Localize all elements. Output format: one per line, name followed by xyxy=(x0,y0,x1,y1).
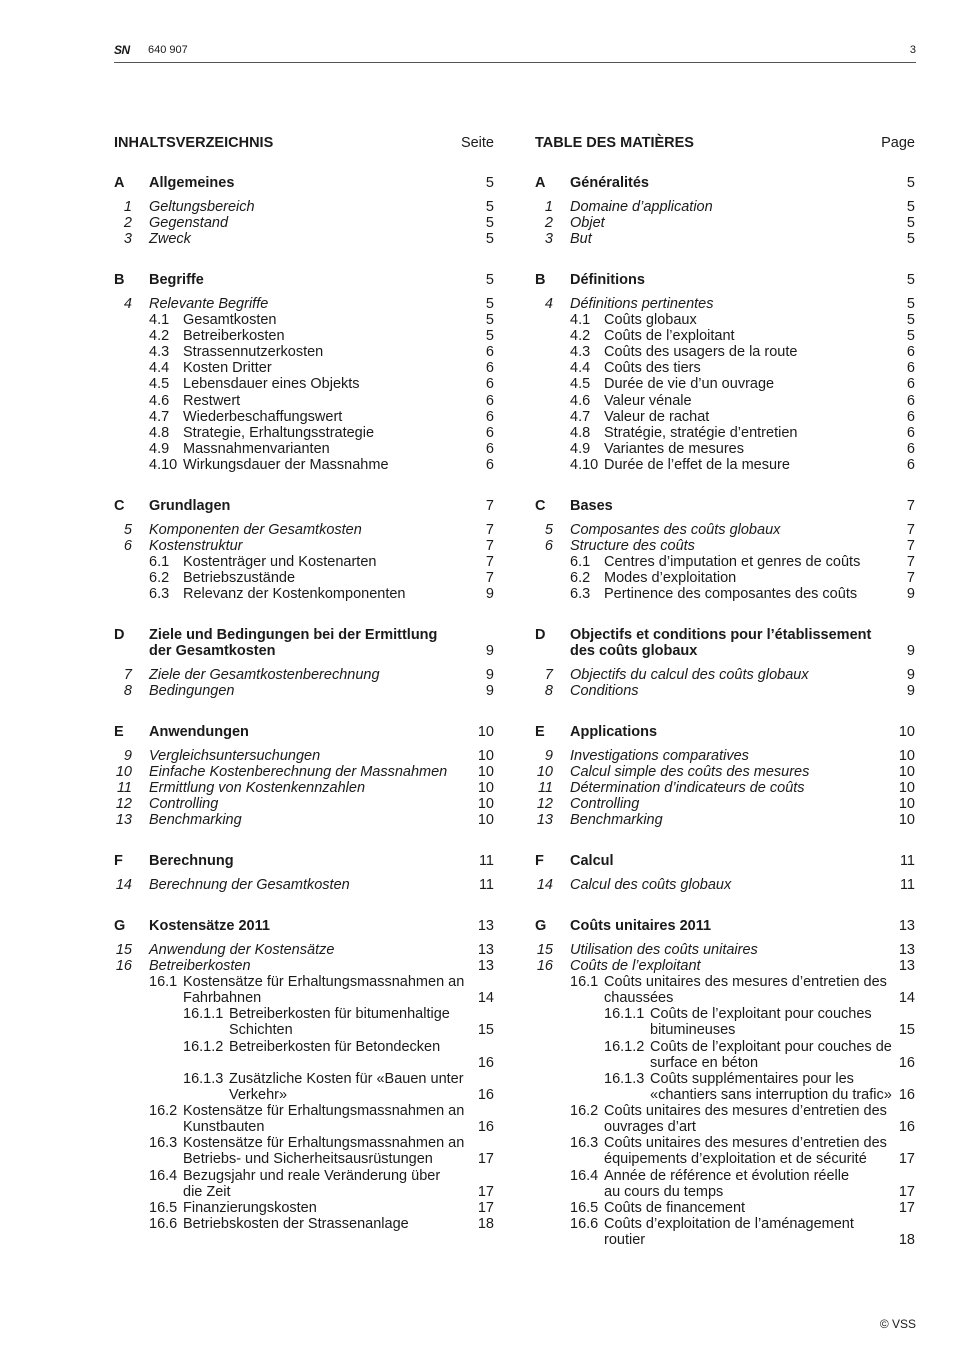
entry-page: 5 xyxy=(906,199,915,215)
entry-title: Composantes des coûts globaux xyxy=(570,522,781,538)
entry-number: 16 xyxy=(536,958,553,974)
entry-number: 4.10 xyxy=(570,457,599,473)
entry-page: 6 xyxy=(906,409,915,425)
entry-title: Verkehr» xyxy=(229,1087,288,1103)
entry-page: 7 xyxy=(485,538,494,554)
entry-title: Kostensätze für Erhaltungsmassnahmen an xyxy=(183,974,465,990)
entry-number: 16.1.3 xyxy=(604,1071,645,1087)
document-number: 640 907 xyxy=(148,44,188,56)
entry-title: die Zeit xyxy=(183,1184,231,1200)
entry-number: 4.7 xyxy=(149,409,170,425)
entry-page: 10 xyxy=(898,748,915,764)
entry-page: 7 xyxy=(906,498,915,514)
entry-page: 11 xyxy=(899,877,915,893)
entry-page: 6 xyxy=(906,457,915,473)
entry-number: 4.4 xyxy=(570,360,591,376)
entry-title: Kostensätze für Erhaltungsmassnahmen an xyxy=(183,1103,465,1119)
entry-title: bitumineuses xyxy=(650,1022,736,1038)
entry-page: 16 xyxy=(898,1119,915,1135)
entry-title: Kostensätze 2011 xyxy=(149,918,270,934)
entry-number: 11 xyxy=(537,780,553,796)
entry-number: 4.5 xyxy=(149,376,170,392)
entry-page: 5 xyxy=(906,328,915,344)
toc-title: TABLE DES MATIÈRES xyxy=(535,135,694,151)
entry-title: Valeur de rachat xyxy=(604,409,710,425)
entry-number: 10 xyxy=(115,764,132,780)
entry-number: 4.1 xyxy=(570,312,591,328)
entry-title: Pertinence des composantes des coûts xyxy=(604,586,858,602)
entry-title: Objet xyxy=(570,215,605,231)
entry-number: 4 xyxy=(544,296,553,312)
entry-page: 16 xyxy=(477,1055,494,1071)
entry-number: 5 xyxy=(544,522,553,538)
entry-page: 13 xyxy=(898,918,915,934)
entry-title: Objectifs du calcul des coûts globaux xyxy=(570,667,809,683)
entry-page: 11 xyxy=(478,853,494,869)
entry-number: 4.8 xyxy=(570,425,591,441)
entry-title: Coûts de financement xyxy=(604,1200,746,1216)
entry-title: routier xyxy=(604,1232,646,1248)
entry-number: 16.6 xyxy=(570,1216,599,1232)
entry-title: Variantes de mesures xyxy=(604,441,744,457)
entry-title: Kostenträger und Kostenarten xyxy=(183,554,377,570)
entry-title: Gegenstand xyxy=(149,215,229,231)
entry-title: Bezugsjahr und reale Veränderung über xyxy=(183,1168,441,1184)
entry-page: 10 xyxy=(898,724,915,740)
entry-number: 4.2 xyxy=(149,328,170,344)
entry-page: 5 xyxy=(485,328,494,344)
entry-page: 5 xyxy=(485,199,494,215)
entry-page: 6 xyxy=(485,457,494,473)
entry-title: Betreiberkosten für bitumenhaltige xyxy=(229,1006,450,1022)
entry-page: 5 xyxy=(906,215,915,231)
entry-title: chaussées xyxy=(604,990,674,1006)
entry-title: Wirkungsdauer der Massnahme xyxy=(183,457,389,473)
entry-page: 7 xyxy=(485,554,494,570)
entry-number: 10 xyxy=(536,764,553,780)
entry-page: 17 xyxy=(477,1184,494,1200)
entry-number: F xyxy=(535,853,544,869)
entry-number: 9 xyxy=(544,748,553,764)
entry-number: F xyxy=(114,853,123,869)
entry-title: Controlling xyxy=(149,796,219,812)
entry-page: 5 xyxy=(485,231,494,247)
entry-page: 7 xyxy=(906,554,915,570)
entry-title: Ermittlung von Kostenkennzahlen xyxy=(149,780,366,796)
entry-number: 16.5 xyxy=(149,1200,178,1216)
entry-title: Objectifs et conditions pour l’établissement xyxy=(570,627,872,643)
entry-title: Ziele der Gesamtkostenberechnung xyxy=(149,667,380,683)
entry-title: Begriffe xyxy=(149,272,204,288)
entry-number: 3 xyxy=(544,231,553,247)
entry-title: Coûts unitaires des mesures d’entretien des xyxy=(604,1135,887,1151)
entry-title: Allgemeines xyxy=(149,175,235,191)
entry-page: 6 xyxy=(485,393,494,409)
entry-title: Geltungsbereich xyxy=(149,199,255,215)
entry-title: ouvrages d’art xyxy=(604,1119,696,1135)
entry-number: 16.1.1 xyxy=(604,1006,645,1022)
entry-title: Zweck xyxy=(149,231,191,247)
entry-page: 5 xyxy=(485,175,494,191)
entry-page: 10 xyxy=(898,780,915,796)
entry-title: Wiederbeschaffungswert xyxy=(183,409,343,425)
entry-page: 13 xyxy=(898,942,915,958)
copyright-notice: © VSS xyxy=(879,1317,916,1331)
entry-page: 13 xyxy=(477,958,494,974)
entry-number: G xyxy=(114,918,126,934)
entry-page: 10 xyxy=(898,796,915,812)
entry-title: Coûts des tiers xyxy=(604,360,701,376)
entry-title: Applications xyxy=(570,724,658,740)
entry-number: 8 xyxy=(544,683,553,699)
entry-number: D xyxy=(535,627,546,643)
entry-title: Fahrbahnen xyxy=(183,990,262,1006)
entry-page: 16 xyxy=(898,1087,915,1103)
entry-title: der Gesamtkosten xyxy=(149,643,276,659)
entry-page: 6 xyxy=(485,409,494,425)
entry-number: 7 xyxy=(544,667,553,683)
entry-page: 10 xyxy=(898,812,915,828)
entry-title: Lebensdauer eines Objekts xyxy=(183,376,360,392)
entry-page: 15 xyxy=(898,1022,915,1038)
entry-number: A xyxy=(114,175,125,191)
entry-number: 16.1.2 xyxy=(183,1039,224,1055)
entry-page: 11 xyxy=(899,853,915,869)
entry-page: 10 xyxy=(477,748,494,764)
entry-title: Calcul simple des coûts des mesures xyxy=(570,764,810,780)
entry-title: Coûts de l’exploitant xyxy=(604,328,735,344)
entry-number: 11 xyxy=(116,780,132,796)
entry-page: 9 xyxy=(906,586,915,602)
entry-page: 10 xyxy=(477,764,494,780)
entry-title: Définitions xyxy=(570,272,645,288)
entry-number: 4.6 xyxy=(149,393,170,409)
entry-number: 4.9 xyxy=(570,441,591,457)
entry-title: Anwendungen xyxy=(149,724,249,740)
entry-title: Grundlagen xyxy=(149,498,231,514)
toc-column-french xyxy=(535,0,915,1360)
entry-page: 5 xyxy=(485,312,494,328)
entry-number: 16.1 xyxy=(149,974,178,990)
entry-number: 4.9 xyxy=(149,441,170,457)
entry-page: 6 xyxy=(485,344,494,360)
entry-title: «chantiers sans interruption du trafic» xyxy=(650,1087,892,1103)
entry-page: 17 xyxy=(477,1151,494,1167)
entry-title: Coûts d’exploitation de l’aménagement xyxy=(604,1216,854,1232)
entry-number: 1 xyxy=(544,199,553,215)
entry-title: Coûts de l’exploitant pour couches de xyxy=(650,1039,892,1055)
entry-page: 9 xyxy=(906,667,915,683)
entry-page: 9 xyxy=(485,643,494,659)
toc-column-german xyxy=(114,0,494,1360)
entry-page: 7 xyxy=(485,522,494,538)
entry-page: 14 xyxy=(477,990,494,1006)
entry-title: surface en béton xyxy=(650,1055,759,1071)
entry-number: 13 xyxy=(115,812,132,828)
entry-page: 14 xyxy=(898,990,915,1006)
entry-number: 4.2 xyxy=(570,328,591,344)
page-column-label: Seite xyxy=(460,135,494,151)
entry-title: Gesamtkosten xyxy=(183,312,277,328)
entry-title: Betriebs- und Sicherheitsausrüstungen xyxy=(183,1151,433,1167)
toc-title: INHALTSVERZEICHNIS xyxy=(114,135,274,151)
entry-number: 13 xyxy=(536,812,553,828)
entry-title: Investigations comparatives xyxy=(570,748,749,764)
entry-title: Structure des coûts xyxy=(570,538,695,554)
entry-number: B xyxy=(535,272,546,288)
entry-page: 7 xyxy=(906,538,915,554)
entry-title: Stratégie, stratégie d’entretien xyxy=(604,425,798,441)
entry-page: 6 xyxy=(906,441,915,457)
entry-title: Durée de vie d’un ouvrage xyxy=(604,376,775,392)
sn-logo: SN xyxy=(114,43,130,57)
entry-number: 12 xyxy=(115,796,132,812)
entry-page: 16 xyxy=(477,1119,494,1135)
entry-page: 9 xyxy=(485,683,494,699)
entry-number: 4.5 xyxy=(570,376,591,392)
entry-page: 5 xyxy=(485,272,494,288)
entry-page: 13 xyxy=(477,918,494,934)
entry-title: Coûts des usagers de la route xyxy=(604,344,798,360)
entry-number: 2 xyxy=(123,215,132,231)
entry-page: 6 xyxy=(485,376,494,392)
entry-title: Finanzierungskosten xyxy=(183,1200,317,1216)
entry-page: 6 xyxy=(485,360,494,376)
entry-title: Coûts de l’exploitant xyxy=(570,958,701,974)
entry-page: 11 xyxy=(478,877,494,893)
entry-title: Benchmarking xyxy=(570,812,663,828)
entry-number: 14 xyxy=(536,877,553,893)
entry-page: 15 xyxy=(477,1022,494,1038)
entry-number: 16.4 xyxy=(570,1168,599,1184)
entry-title: des coûts globaux xyxy=(570,643,698,659)
entry-page: 5 xyxy=(906,175,915,191)
entry-title: Strategie, Erhaltungsstrategie xyxy=(183,425,375,441)
entry-title: au cours du temps xyxy=(604,1184,724,1200)
entry-title: Benchmarking xyxy=(149,812,242,828)
entry-title: Coûts globaux xyxy=(604,312,697,328)
entry-page: 17 xyxy=(898,1151,915,1167)
entry-title: Définitions pertinentes xyxy=(570,296,714,312)
entry-number: 16.1.3 xyxy=(183,1071,224,1087)
entry-page: 6 xyxy=(906,360,915,376)
entry-title: But xyxy=(570,231,592,247)
page-column-label: Page xyxy=(881,135,915,151)
entry-number: 12 xyxy=(536,796,553,812)
entry-page: 9 xyxy=(485,586,494,602)
entry-number: 16 xyxy=(115,958,132,974)
entry-page: 7 xyxy=(485,498,494,514)
entry-number: 16.4 xyxy=(149,1168,178,1184)
entry-title: Bedingungen xyxy=(149,683,235,699)
entry-title: Massnahmenvarianten xyxy=(183,441,330,457)
entry-title: Berechnung xyxy=(149,853,234,869)
entry-number: 15 xyxy=(115,942,132,958)
entry-number: 16.2 xyxy=(149,1103,178,1119)
entry-number: 6 xyxy=(123,538,132,554)
entry-number: 4.4 xyxy=(149,360,170,376)
entry-title: Betreiberkosten xyxy=(183,328,285,344)
entry-page: 5 xyxy=(906,296,915,312)
entry-page: 5 xyxy=(485,296,494,312)
entry-title: Coûts unitaires des mesures d’entretien des xyxy=(604,1103,887,1119)
entry-number: 5 xyxy=(123,522,132,538)
page-number: 3 xyxy=(909,44,916,56)
entry-page: 6 xyxy=(906,393,915,409)
entry-title: Einfache Kostenberechnung der Massnahmen xyxy=(149,764,448,780)
entry-page: 9 xyxy=(906,683,915,699)
entry-number: 15 xyxy=(536,942,553,958)
entry-title: Coûts supplémentaires pour les xyxy=(650,1071,854,1087)
entry-title: Schichten xyxy=(229,1022,293,1038)
entry-title: Betreiberkosten für Betondecken xyxy=(229,1039,441,1055)
entry-title: Betriebszustände xyxy=(183,570,296,586)
entry-title: Anwendung der Kostensätze xyxy=(149,942,335,958)
entry-title: Durée de l’effet de la mesure xyxy=(604,457,790,473)
entry-page: 5 xyxy=(485,215,494,231)
entry-number: 6.3 xyxy=(149,586,170,602)
entry-number: E xyxy=(535,724,545,740)
entry-title: Controlling xyxy=(570,796,640,812)
entry-title: Valeur vénale xyxy=(604,393,692,409)
entry-title: Relevanz der Kostenkomponenten xyxy=(183,586,406,602)
entry-number: 4.7 xyxy=(570,409,591,425)
entry-title: Domaine d’application xyxy=(570,199,713,215)
entry-title: Zusätzliche Kosten für «Bauen unter xyxy=(229,1071,464,1087)
entry-title: Calcul xyxy=(570,853,614,869)
entry-page: 13 xyxy=(477,942,494,958)
entry-page: 7 xyxy=(906,570,915,586)
entry-title: Betreiberkosten xyxy=(149,958,251,974)
entry-page: 6 xyxy=(485,425,494,441)
entry-title: Utilisation des coûts unitaires xyxy=(570,942,758,958)
entry-number: A xyxy=(535,175,546,191)
entry-title: Détermination d’indicateurs de coûts xyxy=(570,780,805,796)
entry-number: 4 xyxy=(123,296,132,312)
entry-title: Coûts de l’exploitant pour couches xyxy=(650,1006,872,1022)
entry-number: 6.2 xyxy=(149,570,170,586)
entry-title: Généralités xyxy=(570,175,649,191)
entry-title: Kosten Dritter xyxy=(183,360,272,376)
entry-title: Modes d’exploitation xyxy=(604,570,737,586)
entry-page: 10 xyxy=(477,796,494,812)
entry-number: 3 xyxy=(123,231,132,247)
entry-title: Berechnung der Gesamtkosten xyxy=(149,877,350,893)
entry-number: 9 xyxy=(123,748,132,764)
entry-title: Vergleichsuntersuchungen xyxy=(149,748,321,764)
entry-number: 6.3 xyxy=(570,586,591,602)
entry-number: 16.3 xyxy=(149,1135,178,1151)
entry-page: 17 xyxy=(898,1200,915,1216)
entry-page: 17 xyxy=(898,1184,915,1200)
entry-page: 7 xyxy=(485,570,494,586)
entry-number: 4.8 xyxy=(149,425,170,441)
entry-title: Centres d’imputation et genres de coûts xyxy=(604,554,861,570)
entry-number: 4.1 xyxy=(149,312,170,328)
entry-number: 16.1 xyxy=(570,974,599,990)
entry-page: 17 xyxy=(477,1200,494,1216)
entry-title: Conditions xyxy=(570,683,639,699)
entry-page: 16 xyxy=(898,1055,915,1071)
entry-title: Ziele und Bedingungen bei der Ermittlung xyxy=(149,627,438,643)
entry-number: 4.6 xyxy=(570,393,591,409)
entry-number: 6 xyxy=(544,538,553,554)
entry-page: 10 xyxy=(477,780,494,796)
entry-title: Bases xyxy=(570,498,613,514)
entry-number: 16.1.2 xyxy=(604,1039,645,1055)
entry-title: équipements d’exploitation et de sécurité xyxy=(604,1151,867,1167)
entry-number: G xyxy=(535,918,547,934)
entry-title: Coûts unitaires 2011 xyxy=(570,918,712,934)
entry-page: 18 xyxy=(898,1232,915,1248)
entry-number: E xyxy=(114,724,124,740)
entry-title: Kostenstruktur xyxy=(149,538,243,554)
entry-number: 6.2 xyxy=(570,570,591,586)
entry-number: 16.6 xyxy=(149,1216,178,1232)
entry-number: C xyxy=(535,498,546,514)
entry-page: 10 xyxy=(898,764,915,780)
entry-page: 18 xyxy=(477,1216,494,1232)
entry-page: 6 xyxy=(906,344,915,360)
entry-number: 2 xyxy=(544,215,553,231)
entry-number: 4.3 xyxy=(149,344,170,360)
entry-title: Coûts unitaires des mesures d’entretien des xyxy=(604,974,887,990)
entry-title: Année de référence et évolution réelle xyxy=(604,1168,850,1184)
entry-page: 10 xyxy=(477,812,494,828)
entry-number: 4.10 xyxy=(149,457,178,473)
entry-title: Restwert xyxy=(183,393,241,409)
entry-number: 16.2 xyxy=(570,1103,599,1119)
entry-number: 8 xyxy=(123,683,132,699)
entry-title: Kostensätze für Erhaltungsmassnahmen an xyxy=(183,1135,465,1151)
entry-number: 7 xyxy=(123,667,132,683)
entry-page: 6 xyxy=(906,425,915,441)
entry-page: 6 xyxy=(485,441,494,457)
entry-number: 1 xyxy=(123,199,132,215)
entry-number: 6.1 xyxy=(570,554,591,570)
entry-title: Kunstbauten xyxy=(183,1119,265,1135)
entry-number: 16.1.1 xyxy=(183,1006,224,1022)
entry-page: 6 xyxy=(906,376,915,392)
entry-title: Calcul des coûts globaux xyxy=(570,877,732,893)
entry-number: B xyxy=(114,272,125,288)
entry-number: 6.1 xyxy=(149,554,170,570)
entry-page: 9 xyxy=(906,643,915,659)
entry-number: 4.3 xyxy=(570,344,591,360)
entry-page: 7 xyxy=(906,522,915,538)
entry-number: 14 xyxy=(115,877,132,893)
entry-page: 13 xyxy=(898,958,915,974)
entry-number: 16.3 xyxy=(570,1135,599,1151)
entry-title: Komponenten der Gesamtkosten xyxy=(149,522,362,538)
entry-page: 5 xyxy=(906,272,915,288)
entry-page: 10 xyxy=(477,724,494,740)
entry-page: 16 xyxy=(477,1087,494,1103)
entry-page: 5 xyxy=(906,231,915,247)
entry-number: D xyxy=(114,627,125,643)
entry-title: Strassennutzerkosten xyxy=(183,344,324,360)
entry-number: 16.5 xyxy=(570,1200,599,1216)
entry-title: Relevante Begriffe xyxy=(149,296,269,312)
entry-title: Betriebskosten der Strassenanlage xyxy=(183,1216,409,1232)
entry-number: C xyxy=(114,498,125,514)
entry-page: 9 xyxy=(485,667,494,683)
entry-page: 5 xyxy=(906,312,915,328)
